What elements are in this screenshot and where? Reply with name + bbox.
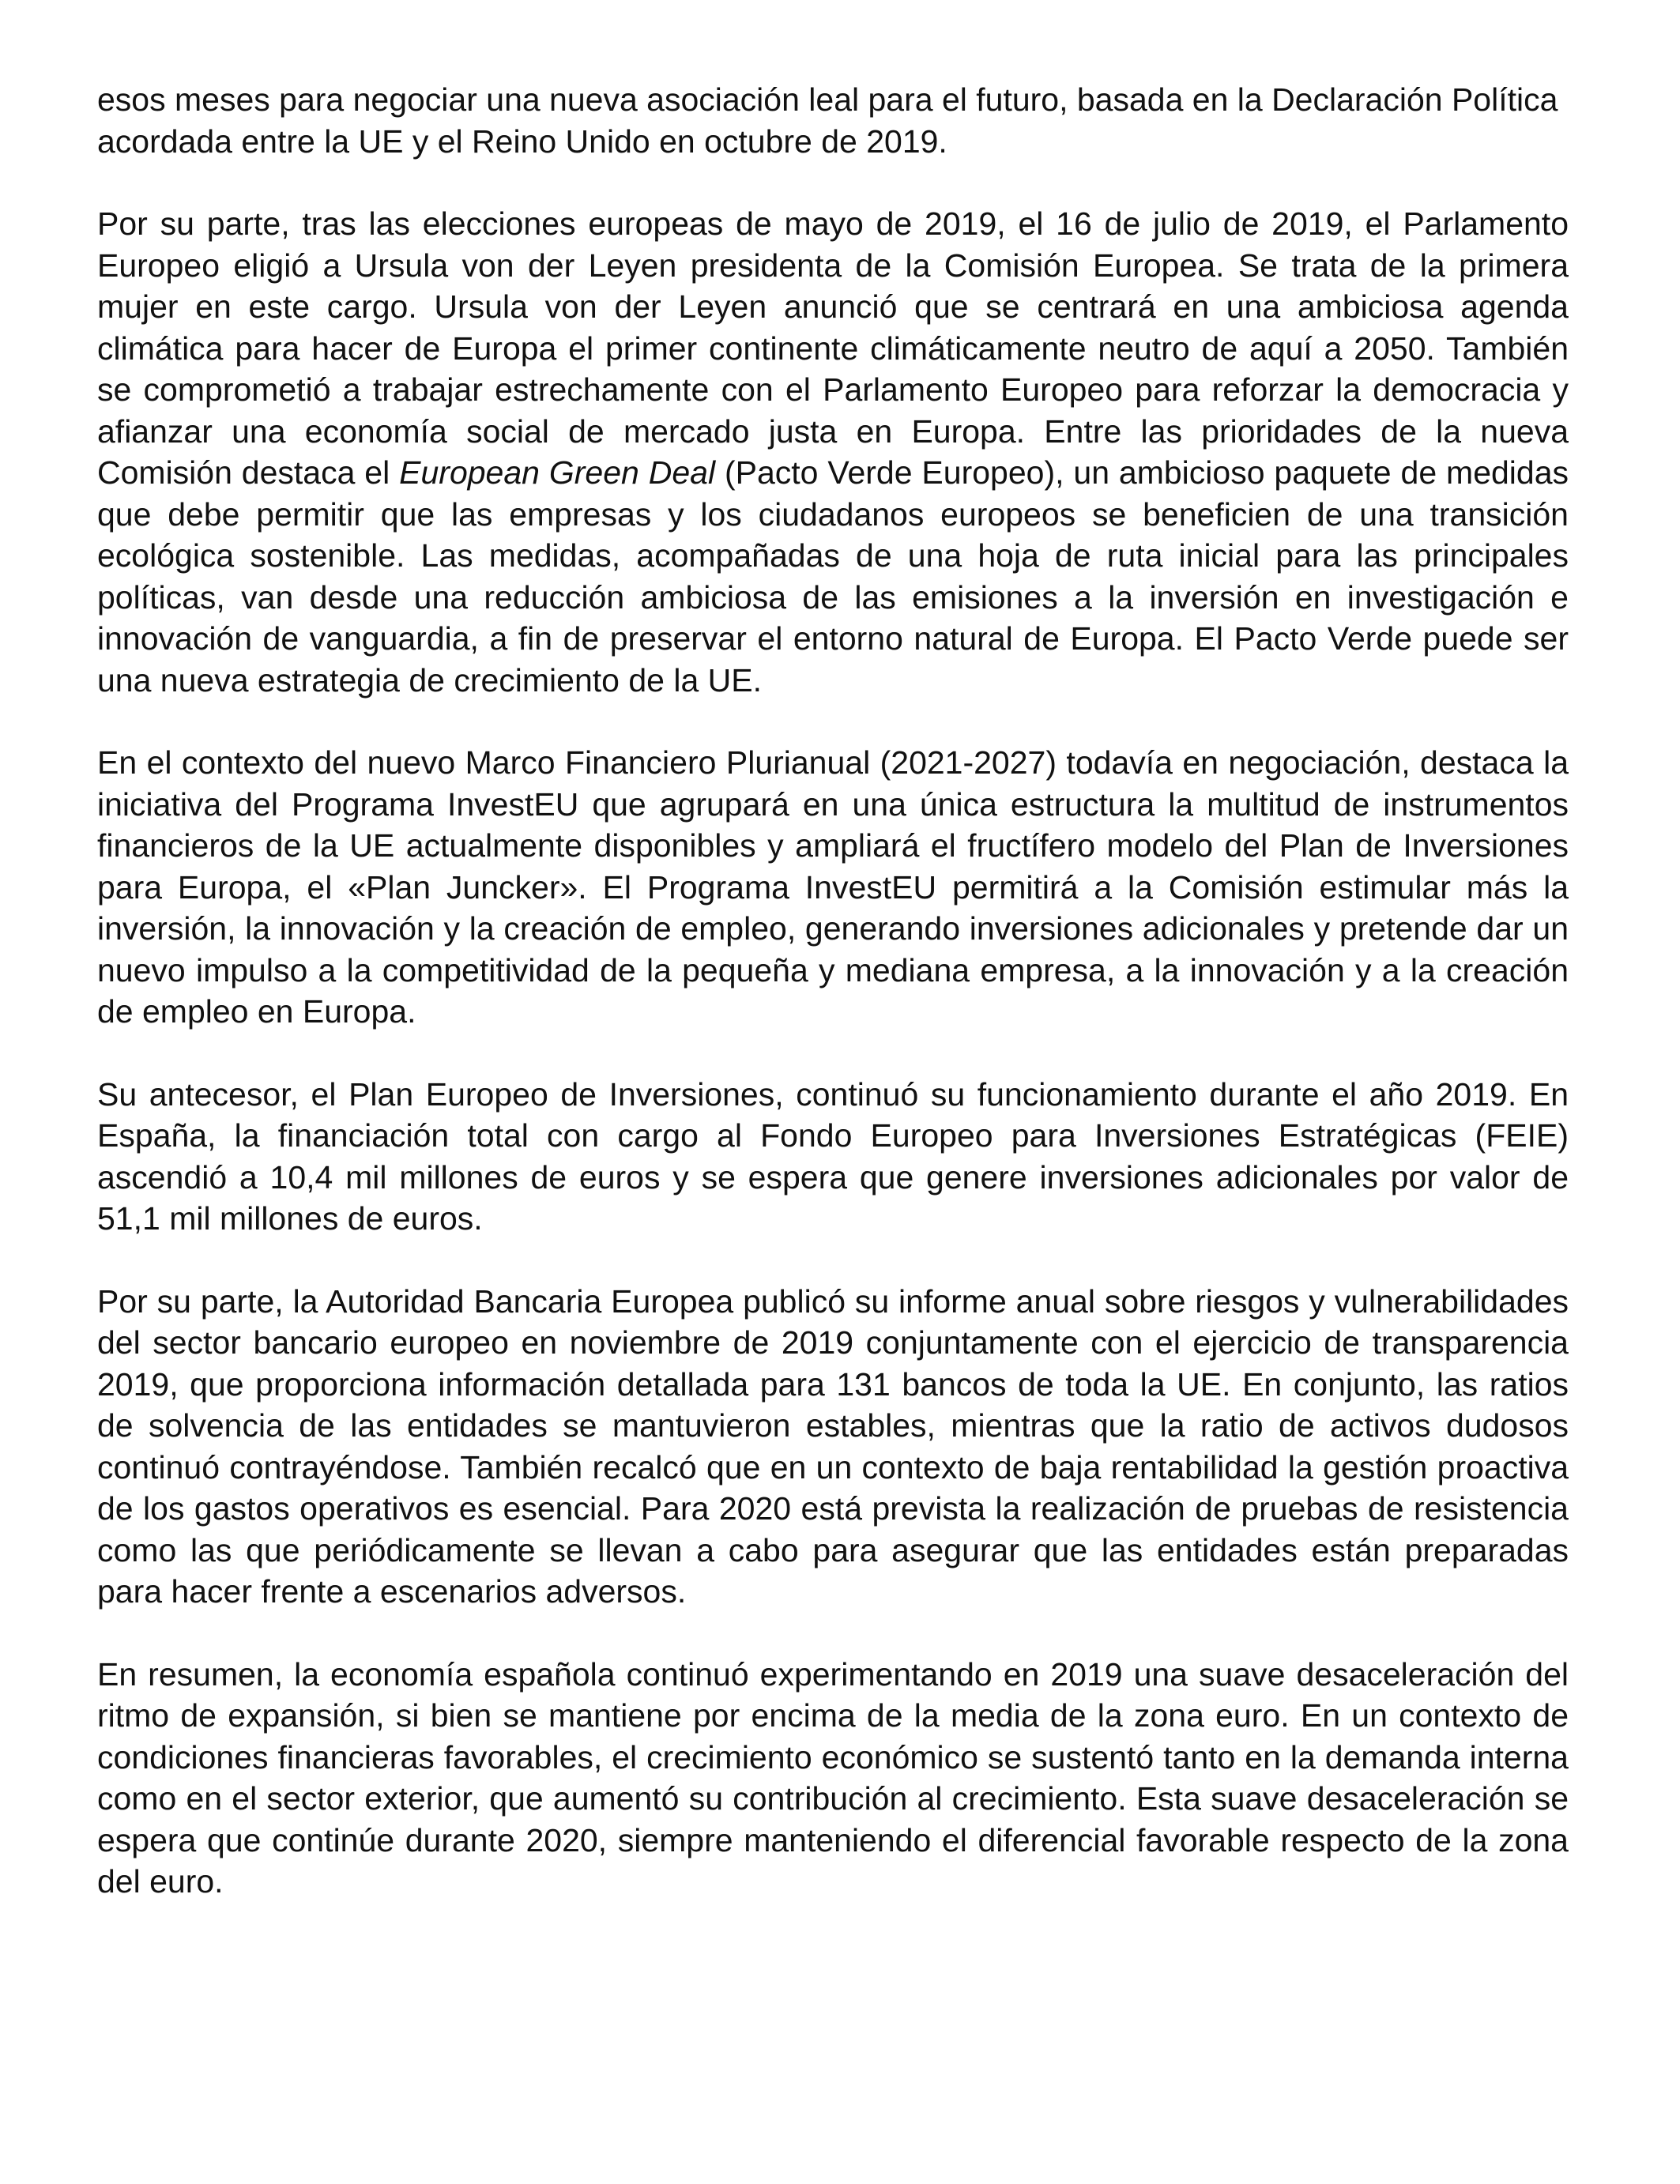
paragraph-von-der-leyen <box>97 203 1569 701</box>
paragraph-von-der-leyen-text-after: (Pacto Verde Europeo), un ambicioso paquete de medidas que debe permitir que las empresas y los ciudadanos europeos se beneficien de una transición ecológica sostenible. Las medidas, acompañadas de una hoja de ruta inicial para las principales políticas, van desde una reducción ambiciosa de las emisiones a la inversión en investigación e innovación de vanguardia, a fin de preservar el entorno natural de Europa. El Pacto Verde puede ser una nueva estrategia de crecimiento de la UE. <box>97 454 1569 699</box>
paragraph-resumen: En resumen, la economía española continuó experimentando en 2019 una suave desaceleración del ritmo de expansión, si bien se mantiene por encima de la media de la zona euro. En un contexto de condiciones financieras favorables, el crecimiento económico se sustentó tanto en la demanda interna como en el sector exterior, que aumentó su contribución al crecimiento. Esta suave desaceleración se espera que continúe durante 2020, siempre manteniendo el diferencial favorable respecto de la zona del euro. <box>97 1655 1569 1900</box>
paragraph-brexit-declaration: esos meses para negociar una nueva asociación leal para el futuro, basada en la Declaración Política acordada entre la UE y el Reino Unido en octubre de 2019. <box>97 81 1558 160</box>
green-deal-emphasis: European Green Deal <box>399 454 716 491</box>
paragraph-von-der-leyen-text-before: Por su parte, tras las elecciones europeas de mayo de 2019, el 16 de julio de 2019, el Parlamento Europeo eligió a Ursula von der Leyen presidenta de la Comisión Europea. Se trata de la primera mujer en este cargo. Ursula von der Leyen anunció que se centrará en una ambiciosa agenda climática para hacer de Europa el primer continente climáticamente neutro de aquí a 2050. También se comprometió a trabajar estrechamente con el Parlamento Europeo para reforzar la democracia y afianzar una economía social de mercado justa en Europa. Entre las prioridades de la nueva Comisión destaca el <box>97 205 1569 491</box>
paragraph-autoridad-bancaria: Por su parte, la Autoridad Bancaria Europea publicó su informe anual sobre riesgos y vulnerabilidades del sector bancario europeo en noviembre de 2019 conjuntamente con el ejercicio de transparencia 2019, que proporciona información detallada para 131 bancos de toda la UE. En conjunto, las ratios de solvencia de las entidades se mantuvieron estables, mientras que la ratio de activos dudosos continuó contrayéndose. También recalcó que en un contexto de baja rentabilidad la gestión proactiva de los gastos operativos es esencial. Para 2020 está prevista la realización de pruebas de resistencia como las que periódicamente se llevan a cabo para asegurar que las entidades están preparadas para hacer frente a escenarios adversos. <box>97 1282 1569 1610</box>
paragraph-plan-europeo-inversiones: Su antecesor, el Plan Europeo de Inversiones, continuó su funcionamiento durante el año 2019. En España, la financiación total con cargo al Fondo Europeo para Inversiones Estratégicas (FEIE) ascendió a 10,4 mil millones de euros y se espera que genere inversiones adicionales por valor de 51,1 mil millones de euros. <box>97 1075 1569 1237</box>
document-page <box>97 79 1569 1903</box>
paragraph-investeu: En el contexto del nuevo Marco Financiero Plurianual (2021-2027) todavía en negociación, destaca la iniciativa del Programa InvestEU que agrupará en una única estructura la multitud de instrumentos financieros de la UE actualmente disponibles y ampliará el fructífero modelo del Plan de Inversiones para Europa, el «Plan Juncker». El Programa InvestEU permitirá a la Comisión estimular más la inversión, la innovación y la creación de empleo, generando inversiones adicionales y pretende dar un nuevo impulso a la competitividad de la pequeña y mediana empresa, a la innovación y a la creación de empleo en Europa. <box>97 744 1569 1030</box>
